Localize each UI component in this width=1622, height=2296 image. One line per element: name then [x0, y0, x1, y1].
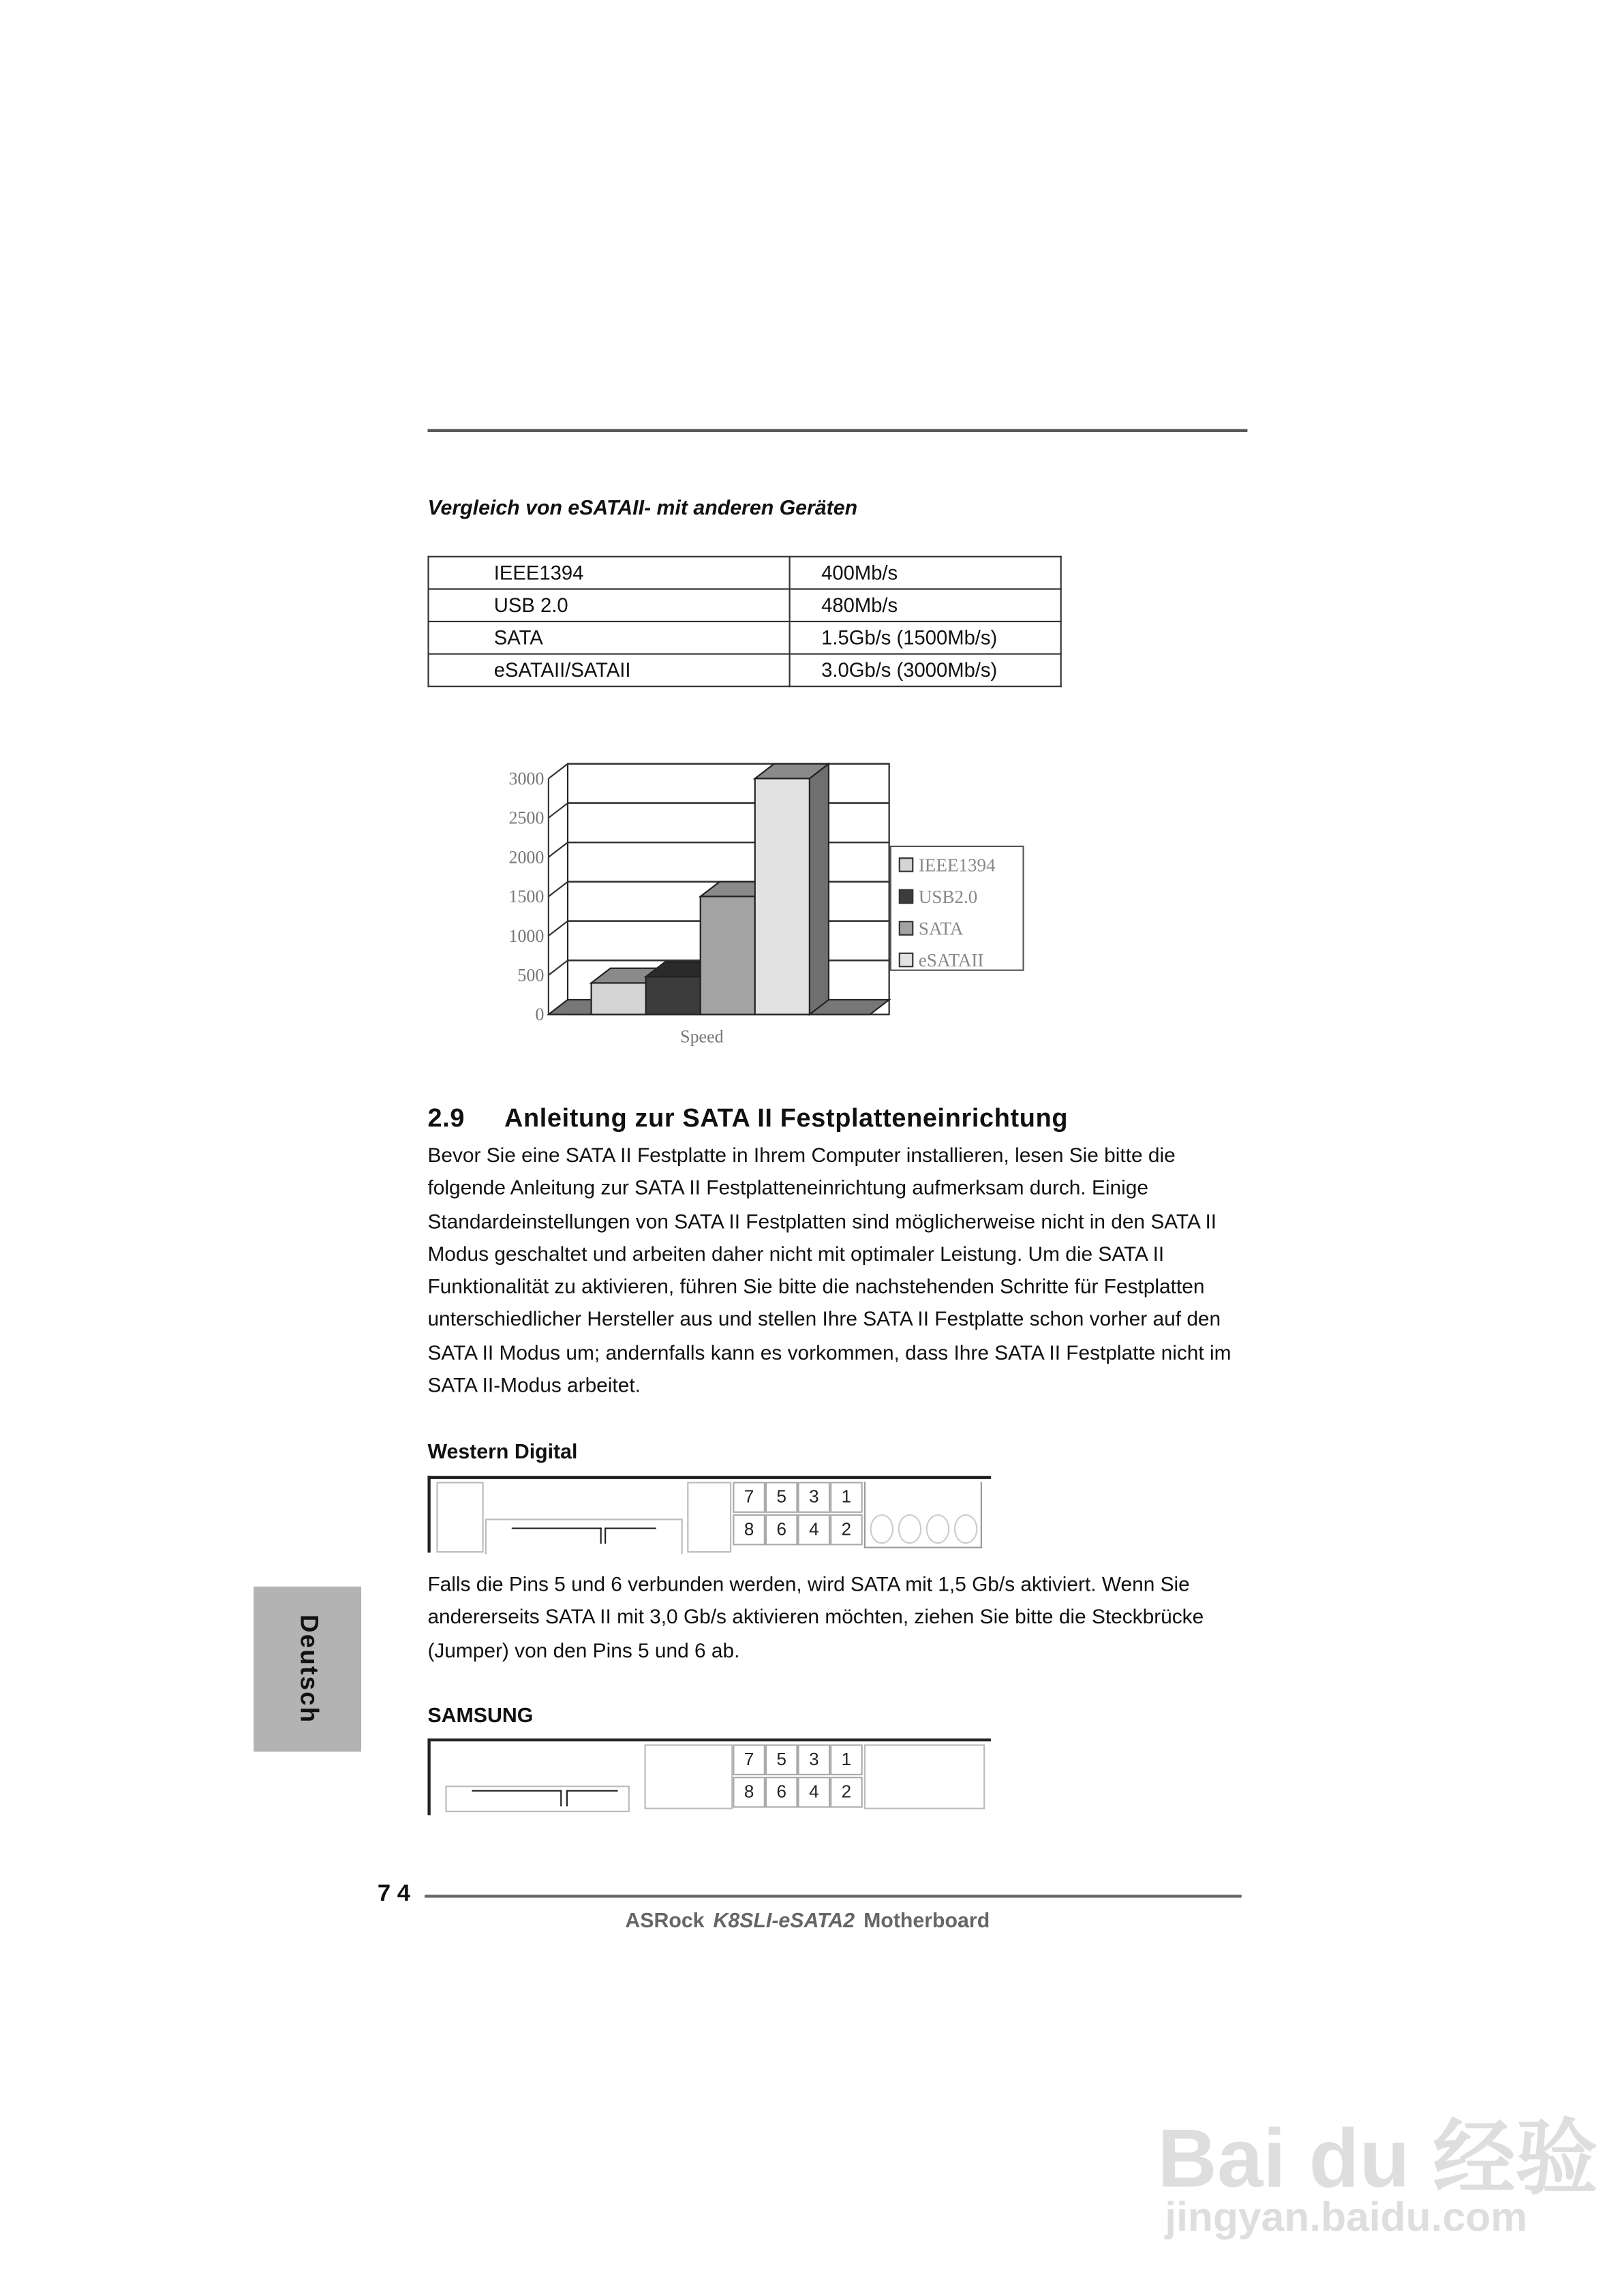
interface-cell: USB 2.0 — [429, 589, 790, 622]
legend-swatch — [900, 921, 913, 934]
connector-key — [512, 1527, 602, 1544]
jumper-pin: 4 — [798, 1777, 831, 1807]
y-tick-label: 1000 — [508, 925, 545, 946]
jumper-pin: 7 — [733, 1482, 765, 1512]
bar-side — [810, 764, 829, 1015]
tick-mark — [549, 882, 568, 897]
jumper-pin: 2 — [830, 1777, 863, 1807]
x-axis-label: Speed — [680, 1026, 724, 1047]
connector-key — [472, 1790, 562, 1807]
legend-label: SATA — [918, 918, 964, 939]
comparison-table — [427, 556, 1061, 688]
interface-cell: SATA — [429, 622, 790, 654]
table-row — [429, 622, 1061, 654]
tick-mark — [549, 764, 568, 779]
jumper-pin: 7 — [733, 1745, 765, 1775]
table-row — [429, 654, 1061, 687]
legend-label: eSATAII — [918, 950, 984, 971]
y-tick-label: 500 — [517, 965, 545, 985]
jumper-pin: 8 — [733, 1514, 765, 1545]
legend-swatch — [900, 953, 913, 966]
watermark-url: jingyan.baidu.com — [1165, 2194, 1528, 2240]
y-tick-label: 1500 — [508, 887, 545, 907]
top-rule — [427, 429, 1247, 432]
footer-brand: ASRock — [625, 1908, 705, 1932]
bar-sata — [701, 896, 755, 1014]
footer — [625, 1908, 990, 1932]
molex-pin — [898, 1514, 922, 1544]
y-tick-label: 2500 — [508, 808, 545, 828]
comparison-caption: Vergleich von eSATAII- mit anderen Geräten — [427, 495, 858, 519]
jumper-pin: 6 — [765, 1514, 798, 1545]
legend-swatch — [900, 890, 913, 903]
table-row — [429, 589, 1061, 622]
y-tick-label: 2000 — [508, 847, 545, 868]
legend-swatch — [900, 858, 913, 871]
bar-esataii — [755, 778, 810, 1014]
section-title: Anleitung zur SATA II Festplatteneinrichtung — [504, 1103, 1069, 1133]
molex-pin — [926, 1514, 950, 1544]
speed-cell: 400Mb/s — [790, 557, 1061, 590]
interface-cell: IEEE1394 — [429, 557, 790, 590]
table-row — [429, 557, 1061, 590]
legend-label: USB2.0 — [918, 887, 978, 908]
tick-mark — [549, 842, 568, 857]
watermark-logo: Bai du 经验 — [1157, 2111, 1598, 2205]
page-number: 7 4 — [377, 1881, 411, 1907]
jumper-pin: 5 — [765, 1482, 798, 1512]
jumper-pin: 3 — [798, 1482, 831, 1512]
y-tick-label: 3000 — [508, 769, 545, 789]
wd-paragraph: Falls die Pins 5 und 6 verbunden werden, wird SATA mit 1,5 Gb/s aktiviert. Wenn Sie andererseits SATA II mit 3,0 Gb/s aktivieren möchten, ziehen Sie bitte die Steckbrücke (Jumper) von den Pins 5 und 6 ab. — [427, 1573, 1204, 1662]
jumper-pin: 6 — [765, 1777, 798, 1807]
y-tick-label: 0 — [535, 1005, 545, 1025]
legend-label: IEEE1394 — [918, 855, 996, 876]
bar-ieee1394 — [592, 983, 646, 1014]
tick-mark — [549, 960, 568, 975]
speed-chart — [472, 745, 1061, 1062]
power-block — [436, 1482, 483, 1552]
wd-heading: Western Digital — [427, 1439, 578, 1463]
samsung-jumper-diagram — [427, 1739, 990, 1816]
jumper-pin: 1 — [830, 1745, 863, 1775]
wd-jumper-diagram — [427, 1476, 990, 1553]
intro-paragraph: Bevor Sie eine SATA II Festplatte in Ihrem Computer installieren, lesen Sie bitte die folgende Anleitung zur SATA II Festplatteneinrichtung aufmerksam durch. Einige Standardeinstellungen von SATA II Festplatten sind möglicherweise nicht in den SATA II Modus geschaltet und arbeiten daher nicht mit optimaler Leistung. Um die SATA II Funktionalität zu aktivieren, führen Sie bitte die nachstehenden Schritte für Festplatten unterschiedlicher Hersteller aus und stellen Ihre SATA II Festplatte schon vorher auf den SATA II Modus um; andernfalls kann es vorkommen, dass Ihre SATA II Festplatte nicht im SATA II-Modus arbeitet. — [427, 1144, 1231, 1397]
section-heading — [427, 1103, 1068, 1133]
footer-model: K8SLI-eSATA2 — [713, 1908, 855, 1932]
footer-suffix: Motherboard — [863, 1908, 990, 1932]
tick-mark — [549, 921, 568, 936]
section-number: 2.9 — [427, 1103, 465, 1133]
jumper-pin: 5 — [765, 1745, 798, 1775]
tick-mark — [549, 803, 568, 818]
jumper-pin: 8 — [733, 1777, 765, 1807]
samsung-heading: SAMSUNG — [427, 1702, 534, 1727]
language-tab — [254, 1587, 361, 1751]
language-tab-label: Deutsch — [294, 1614, 322, 1724]
speed-cell: 480Mb/s — [790, 589, 1061, 622]
speed-cell: 1.5Gb/s (1500Mb/s) — [790, 622, 1061, 654]
footer-rule — [425, 1895, 1242, 1897]
connector-key — [566, 1790, 618, 1807]
speed-cell: 3.0Gb/s (3000Mb/s) — [790, 654, 1061, 687]
molex-pin — [870, 1514, 894, 1544]
connector-key — [605, 1527, 656, 1544]
blank-block — [687, 1482, 731, 1552]
interface-cell: eSATAII/SATAII — [429, 654, 790, 687]
bar-usb20 — [646, 977, 701, 1014]
blank-block — [644, 1745, 733, 1809]
power-block — [864, 1745, 985, 1809]
jumper-pin: 2 — [830, 1514, 863, 1545]
jumper-pin: 1 — [830, 1482, 863, 1512]
jumper-pin: 4 — [798, 1514, 831, 1545]
molex-pin — [954, 1514, 978, 1544]
jumper-pin: 3 — [798, 1745, 831, 1775]
